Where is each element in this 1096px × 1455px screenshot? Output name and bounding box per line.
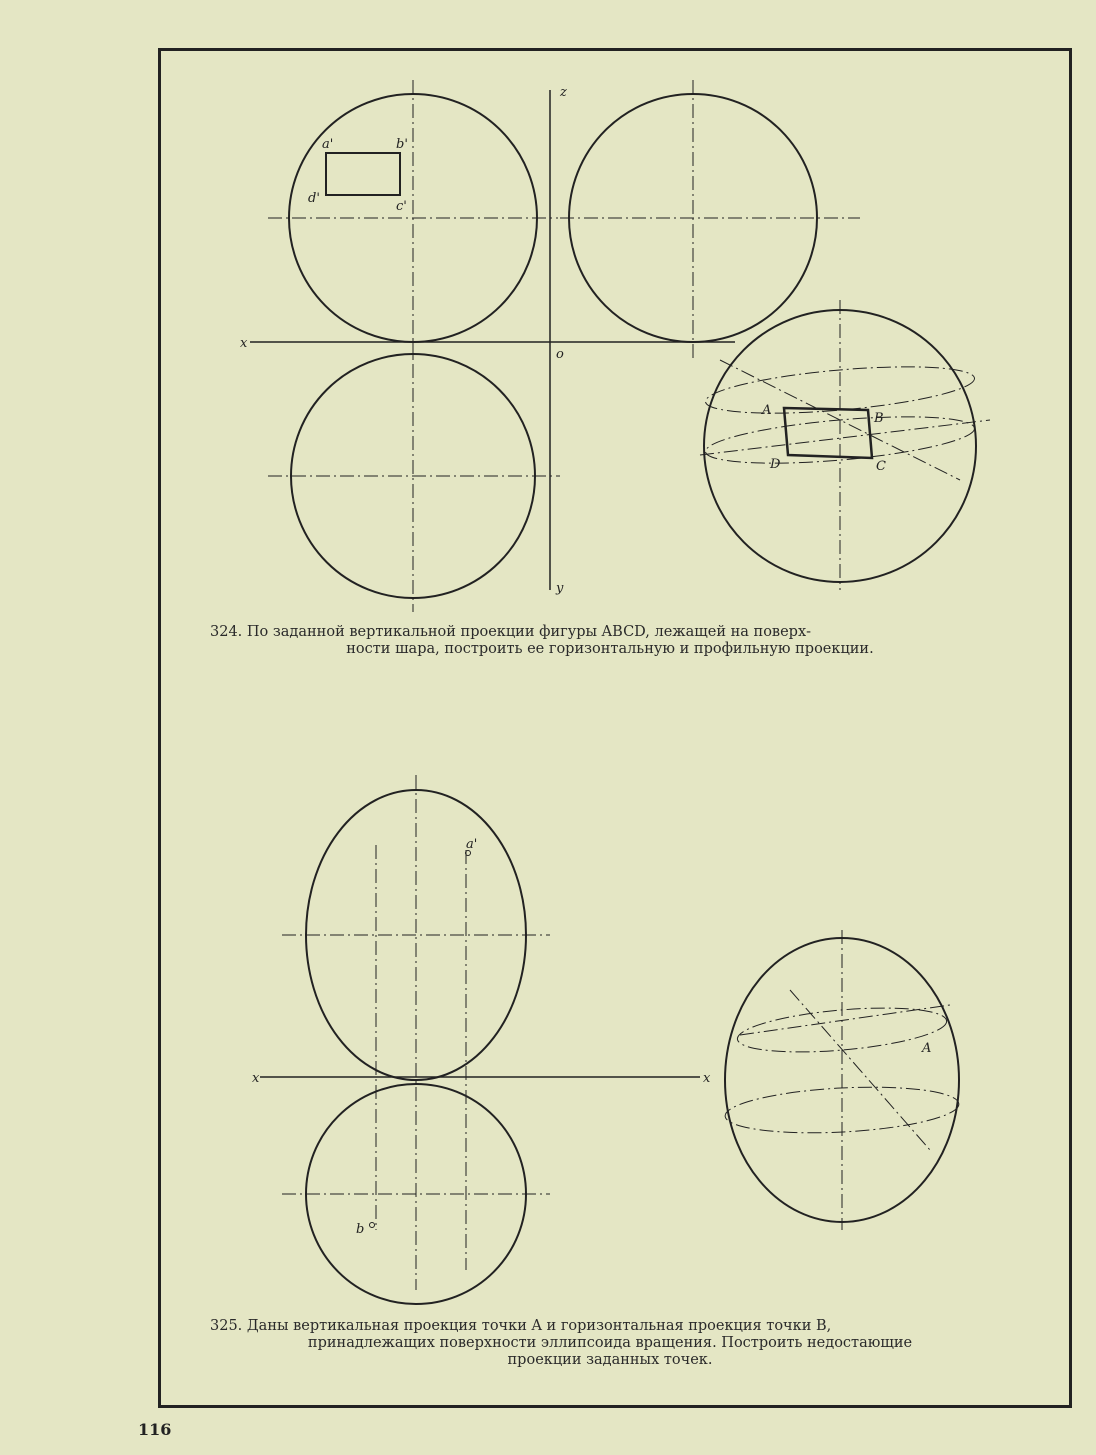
- label-b: b': [396, 137, 408, 152]
- caption-324-line1: 324. По заданной вертикальной проекции фигуры ABCD, лежащей на поверх-: [210, 624, 812, 640]
- figure-ABCD-pictorial: [784, 408, 872, 458]
- caption-324: [210, 624, 1010, 658]
- label-a-325: a': [466, 837, 478, 852]
- figure-324: [240, 80, 990, 612]
- caption-324-line2: ности шара, построить ее горизонтальную и профильную проекции.: [346, 641, 874, 657]
- label-x-right: x: [703, 1071, 711, 1086]
- label-x: x: [240, 336, 248, 351]
- label-y: y: [556, 581, 564, 596]
- label-x-left: x: [252, 1071, 260, 1086]
- label-A: A: [762, 403, 772, 418]
- rectangle-abcd: [326, 153, 400, 195]
- caption-325-line1: 325. Даны вертикальная проекция точки A и горизонтальная проекция точки B,: [210, 1318, 832, 1334]
- label-D: D: [770, 457, 781, 472]
- figure-325: [252, 775, 960, 1304]
- caption-325-line3: проекции заданных точек.: [507, 1352, 713, 1368]
- label-o: o: [556, 347, 564, 362]
- page-number: 116: [138, 1420, 172, 1439]
- label-b-325: b: [356, 1222, 365, 1237]
- label-A-325: A: [922, 1041, 932, 1056]
- caption-325: [210, 1318, 1010, 1369]
- label-B: B: [874, 411, 884, 426]
- label-z: z: [560, 85, 567, 100]
- label-a: a': [322, 137, 334, 152]
- point-b: [370, 1223, 375, 1228]
- label-C: C: [876, 459, 886, 474]
- caption-325-line2: принадлежащих поверхности эллипсоида вращения. Построить недостающие: [307, 1335, 913, 1351]
- label-d: d': [308, 191, 320, 206]
- label-c: c': [396, 199, 407, 214]
